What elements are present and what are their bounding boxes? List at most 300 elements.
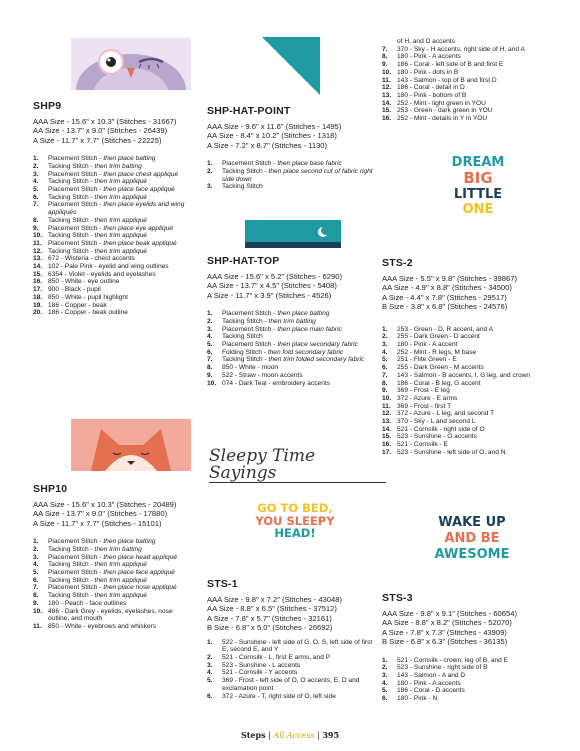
step-number: 10. bbox=[207, 379, 217, 387]
step-label: 180 - Pink - A accents bbox=[397, 53, 461, 61]
step-number: 3. bbox=[382, 672, 388, 680]
step-number: 6. bbox=[207, 692, 213, 700]
step-number: 9. bbox=[33, 224, 39, 232]
step-instruction: then trim appliqué bbox=[94, 576, 147, 584]
step-item bbox=[207, 380, 364, 388]
footer-separator: | bbox=[317, 731, 320, 740]
step-item bbox=[382, 46, 550, 54]
step-item bbox=[207, 349, 364, 357]
step-item bbox=[207, 654, 373, 662]
step-label: Placement Stitch - bbox=[48, 584, 104, 592]
shp10-size: AA Size - 13.7" x 9.0" (Stitches - 17880) bbox=[33, 509, 168, 519]
step-number: 4. bbox=[33, 178, 39, 186]
step-instruction: then trim appliqué bbox=[94, 561, 147, 569]
step-label: Placement Stitch - bbox=[48, 569, 104, 577]
step-text bbox=[48, 302, 191, 310]
step-item bbox=[33, 294, 191, 302]
step-text bbox=[397, 107, 550, 115]
step-item bbox=[33, 592, 191, 600]
step-text bbox=[397, 349, 550, 357]
step-instruction: then trim appliqué bbox=[94, 247, 147, 255]
step-item bbox=[382, 77, 550, 85]
step-text bbox=[48, 592, 191, 600]
step-item bbox=[33, 546, 191, 554]
step-label: 252 - Mint - light green in YOU bbox=[397, 99, 486, 107]
step-number: 10. bbox=[33, 232, 43, 240]
step-item bbox=[382, 107, 550, 115]
step-item bbox=[33, 271, 191, 279]
step-instruction: then place second cut of fabric right side down bbox=[222, 167, 373, 183]
sts3-size: A Size - 7.8" x 7.3" (Stitches - 43909) bbox=[382, 627, 507, 637]
step-label: 523 - Sunshine - right side of B bbox=[397, 664, 488, 672]
step-item bbox=[382, 680, 550, 688]
step-text bbox=[48, 240, 191, 248]
step-label: 252 - Mint - R legs, M base bbox=[397, 348, 477, 356]
step-text bbox=[397, 100, 550, 108]
step-number: 7. bbox=[382, 371, 388, 379]
step-item bbox=[382, 356, 550, 364]
step-number: 2. bbox=[207, 167, 213, 175]
step-label: 143 - Salmon - B accents, I, G leg, and crown bbox=[397, 371, 531, 379]
step-label: 369 - Frost - first T bbox=[397, 402, 452, 410]
step-text bbox=[48, 294, 191, 302]
step-text bbox=[222, 364, 364, 372]
step-instruction: then place chest appliqué bbox=[103, 170, 179, 178]
step-label: 6354 - Violet - eyelids and eyelashes bbox=[48, 270, 156, 278]
step-item bbox=[207, 372, 364, 380]
step-label: of H, and D accents bbox=[397, 38, 455, 45]
page-number: 395 bbox=[322, 730, 340, 740]
step-item bbox=[382, 426, 550, 434]
hat-top-size: A Size - 11.7" x 3.9" (Stitches - 4526) bbox=[207, 290, 332, 300]
step-item bbox=[207, 693, 373, 701]
step-label: 186 - Coral - detail in D bbox=[397, 84, 465, 92]
step-label: 372 - Azure - T, right side of O, left side bbox=[222, 692, 336, 700]
step-text bbox=[397, 418, 550, 426]
step-text bbox=[397, 69, 550, 77]
step-text bbox=[397, 687, 550, 695]
step-item bbox=[207, 356, 364, 364]
step-text bbox=[222, 326, 364, 334]
step-label: 523 - Sunshine - O accents bbox=[397, 433, 477, 441]
step-text bbox=[222, 380, 364, 388]
step-label: 523 - Sunshine - L accents bbox=[222, 661, 301, 669]
step-label: 180 - Pink - A accents bbox=[397, 679, 461, 687]
step-item bbox=[207, 333, 364, 341]
step-number: 2. bbox=[382, 333, 388, 341]
go-to-bed-design bbox=[245, 502, 345, 540]
step-label: 850 - White - moon bbox=[222, 364, 279, 372]
step-number: 10. bbox=[382, 394, 392, 402]
step-text bbox=[222, 669, 373, 677]
sts1-size: A Size - 7.8" x 5.7" (Stitches - 32161) bbox=[207, 613, 332, 623]
step-number: 7. bbox=[207, 356, 213, 364]
step-item bbox=[207, 183, 375, 191]
step-item bbox=[382, 664, 550, 672]
step-text bbox=[222, 160, 375, 168]
step-text bbox=[222, 654, 373, 662]
step-text bbox=[397, 46, 550, 54]
step-label: Tacking Stitch - bbox=[48, 576, 95, 584]
step-item bbox=[207, 341, 364, 349]
step-label: Tacking Stitch - bbox=[222, 356, 269, 364]
step-item bbox=[207, 326, 364, 334]
design-text-line: HEAD! bbox=[274, 526, 316, 540]
step-number: 15. bbox=[33, 270, 43, 278]
step-text bbox=[48, 584, 191, 592]
step-number: 11. bbox=[33, 239, 42, 247]
step-label: 522 - Sunshine - left side of G, O, S, left side of first E, second E, and Y bbox=[222, 638, 373, 654]
step-number: 14. bbox=[382, 99, 392, 107]
sayings-heading bbox=[209, 448, 375, 483]
step-instruction: then trim batting bbox=[94, 162, 142, 170]
step-text bbox=[48, 155, 191, 163]
hat-top-size: AA Size - 13.7" x 4.5" (Stitches - 5408) bbox=[207, 281, 337, 291]
step-instruction: then trim batting bbox=[268, 317, 316, 325]
step-number: 5. bbox=[207, 341, 213, 349]
step-label: 521 - Cornsilk - right side of O bbox=[397, 425, 485, 433]
step-number: 12. bbox=[33, 247, 43, 255]
step-number: 3. bbox=[33, 170, 39, 178]
step-number: 9. bbox=[33, 599, 39, 607]
step-text bbox=[48, 546, 191, 554]
step-label: Placement Stitch - bbox=[222, 341, 278, 349]
step-instruction: then place secondary fabric bbox=[277, 341, 358, 349]
sts3-steps-list bbox=[382, 657, 550, 703]
step-item bbox=[382, 672, 550, 680]
step-number: 3. bbox=[207, 183, 213, 191]
step-item bbox=[33, 538, 191, 546]
step-item bbox=[207, 364, 364, 372]
shp10-size: A Size - 11.7" x 7.7" (Stitches - 15101) bbox=[33, 518, 162, 528]
step-item bbox=[382, 441, 550, 449]
step-number: 5. bbox=[382, 687, 388, 695]
step-label: 521 - Cornsilk - E bbox=[397, 441, 448, 449]
step-label: 255 - Dark Green - D accent bbox=[397, 333, 480, 341]
step-item bbox=[382, 115, 550, 123]
step-label: Tacking Stitch - bbox=[48, 193, 95, 201]
step-item bbox=[33, 263, 191, 271]
step-item bbox=[33, 217, 191, 225]
wake-up-design bbox=[422, 515, 522, 563]
step-label: 850 - White - eye outline bbox=[48, 278, 120, 286]
step-item bbox=[33, 309, 191, 317]
step-text bbox=[397, 672, 550, 680]
step-label: 186 - Copper - beak outline bbox=[48, 309, 128, 317]
step-number: 13. bbox=[33, 255, 43, 263]
step-number: 10. bbox=[33, 607, 43, 615]
step-item bbox=[33, 232, 191, 240]
step-number: 1. bbox=[382, 656, 388, 664]
step-item bbox=[382, 403, 550, 411]
step-label: 369 - Frost - left side of O, O accents, E, D and exclamation point bbox=[222, 677, 360, 692]
step-instruction: then place nose appliqué bbox=[103, 584, 177, 592]
step-number: 19. bbox=[33, 301, 43, 309]
step-text bbox=[48, 186, 191, 194]
step-item bbox=[207, 677, 373, 692]
step-label: Folding Stitch - bbox=[222, 348, 268, 356]
step-item bbox=[33, 194, 191, 202]
step-number: 13. bbox=[382, 91, 392, 99]
step-item bbox=[382, 695, 550, 703]
step-text bbox=[397, 410, 550, 418]
step-number: 16. bbox=[382, 115, 392, 123]
step-label: Tacking Stitch - bbox=[48, 162, 95, 170]
step-label: 253 - Green - dark green in YOU bbox=[397, 107, 493, 115]
hat-point-size: A Size - 7.2" x 8.7" (Stitches - 1130) bbox=[207, 140, 328, 150]
step-text bbox=[222, 183, 375, 191]
step-item bbox=[207, 662, 373, 670]
step-item bbox=[33, 623, 191, 631]
sts3-title: STS-3 bbox=[382, 592, 413, 604]
step-label: Placement Stitch - bbox=[48, 186, 104, 194]
step-text bbox=[48, 171, 191, 179]
step-text bbox=[222, 356, 364, 364]
step-number: 6. bbox=[33, 193, 39, 201]
step-text bbox=[397, 326, 550, 334]
step-label: 370 - Sky - L and second L bbox=[397, 418, 476, 426]
step-text bbox=[222, 310, 364, 318]
design-text-line: ONE bbox=[462, 202, 494, 217]
step-label: 522 - Straw - moon accents bbox=[222, 371, 303, 379]
step-label: 180 - Pink - dots in B bbox=[397, 68, 459, 76]
step-text bbox=[397, 356, 550, 364]
step-label: Placement Stitch - bbox=[48, 239, 104, 247]
step-label: Placement Stitch - bbox=[222, 310, 278, 318]
step-instruction: then place beak appliqué bbox=[103, 239, 177, 247]
step-number: 1. bbox=[207, 638, 213, 646]
step-number: 13. bbox=[382, 418, 392, 426]
step-number: 4. bbox=[207, 333, 213, 341]
step-text bbox=[397, 92, 550, 100]
step-text bbox=[397, 333, 550, 341]
step-item bbox=[33, 569, 191, 577]
design-text-line: YOU SLEEPY bbox=[255, 513, 335, 528]
step-text bbox=[48, 163, 191, 171]
step-instruction: then place face appliqué bbox=[103, 569, 175, 577]
step-number: 1. bbox=[207, 160, 213, 168]
step-label: Tacking Stitch - bbox=[48, 178, 95, 186]
step-instruction: then place batting bbox=[103, 155, 156, 163]
step-item bbox=[382, 333, 550, 341]
step-item bbox=[207, 318, 364, 326]
step-number: 4. bbox=[207, 669, 213, 677]
fox-design-image bbox=[71, 419, 191, 471]
step-item bbox=[33, 255, 191, 263]
step-label: 370 - Sky - H accents, right side of H, and A bbox=[397, 45, 525, 53]
step-item bbox=[33, 278, 191, 286]
step-number: 8. bbox=[33, 592, 39, 600]
step-text bbox=[48, 286, 191, 294]
step-number: 7. bbox=[33, 201, 39, 209]
step-number: 5. bbox=[207, 677, 213, 685]
shp10-steps-list bbox=[33, 538, 191, 630]
step-number: 3. bbox=[207, 325, 213, 333]
step-instruction: then trim appliqué bbox=[94, 216, 147, 224]
step-label: Tacking Stitch - bbox=[48, 592, 95, 600]
sts1-steps-list bbox=[207, 639, 373, 701]
step-label: 900 - Black - pupil bbox=[48, 286, 101, 294]
step-instruction: then trim appliqué bbox=[94, 592, 147, 600]
sts2-size: A Size - 4.4" x 7.8" (Stitches - 29517) bbox=[382, 292, 507, 302]
step-label: 180 - Pink - bottom of B bbox=[397, 91, 467, 99]
step-number: 6. bbox=[33, 576, 39, 584]
step-item bbox=[33, 302, 191, 310]
step-label: 251 - Flite Green - E bbox=[397, 356, 457, 364]
step-label: Tacking Stitch - bbox=[48, 561, 95, 569]
step-number: 6. bbox=[382, 364, 388, 372]
step-item bbox=[382, 53, 550, 61]
step-label: 372 - Azure - E arms bbox=[397, 394, 458, 402]
step-text bbox=[222, 349, 364, 357]
step-instruction: then trim appliqué bbox=[94, 178, 147, 186]
step-label: 255 - Dark Green - M accents bbox=[397, 364, 484, 372]
hat-point-size: AAA Size - 9.6" x 11.6" (Stitches - 1495) bbox=[207, 122, 342, 131]
step-item bbox=[33, 561, 191, 569]
step-label: 186 - Coral - left side of B and first E bbox=[397, 61, 504, 69]
step-text bbox=[48, 577, 191, 585]
step-text bbox=[397, 403, 550, 411]
step-label: 521 - Cornsilk - L, first E arms, and P bbox=[222, 654, 331, 662]
step-number: 2. bbox=[207, 317, 213, 325]
design-text-line: DREAM bbox=[451, 155, 505, 170]
sts3-size: B Size - 6.8" x 6.3" (Stitches - 36135) bbox=[382, 637, 508, 647]
step-item bbox=[382, 92, 550, 100]
step-text bbox=[48, 561, 191, 569]
step-number: 9. bbox=[207, 371, 213, 379]
step-text bbox=[48, 278, 191, 286]
step-item bbox=[33, 186, 191, 194]
sts1-size: AAA Size - 9.8" x 7.2" (Stitches - 43048) bbox=[207, 595, 342, 604]
step-item bbox=[33, 600, 191, 608]
step-text bbox=[222, 168, 375, 183]
step-number: 9. bbox=[382, 387, 388, 395]
step-text bbox=[397, 84, 550, 92]
step-label: Placement Stitch - bbox=[48, 201, 104, 209]
step-item bbox=[207, 639, 373, 654]
step-label: Tacking Stitch - bbox=[222, 317, 269, 325]
step-instruction: then place eyelids and wing appliqués bbox=[48, 201, 185, 217]
design-text-line: LITTLE bbox=[453, 187, 503, 202]
shp10-size: AAA Size - 15.6" x 10.3" (Stitches - 20489) bbox=[33, 500, 177, 509]
step-instruction: then place base fabric bbox=[277, 160, 342, 168]
step-item bbox=[382, 387, 550, 395]
step-instruction: then place main fabric bbox=[277, 325, 342, 333]
step-label: 180 - Peach - face outlines bbox=[48, 599, 127, 607]
step-number: 18. bbox=[33, 293, 43, 301]
sts2-title: STS-2 bbox=[382, 257, 413, 269]
step-label: 850 - White - eyebrows and whiskers bbox=[48, 622, 157, 630]
step-number: 16. bbox=[382, 441, 392, 449]
step-text bbox=[48, 248, 191, 256]
step-text bbox=[48, 217, 191, 225]
step-item bbox=[207, 160, 375, 168]
step-number: 2. bbox=[33, 545, 39, 553]
step-label: 521 - Cornsilk - Y accents bbox=[222, 669, 298, 677]
step-item bbox=[207, 168, 375, 183]
step-label: Placement Stitch - bbox=[222, 160, 278, 168]
step-text bbox=[397, 395, 550, 403]
step-item bbox=[382, 449, 550, 457]
step-text bbox=[397, 61, 550, 69]
step-label: 672 - Wisteria - chest accents bbox=[48, 255, 135, 263]
step-label: Tacking Stitch - bbox=[48, 232, 95, 240]
step-item bbox=[33, 577, 191, 585]
step-text bbox=[48, 600, 191, 608]
step-number: 7. bbox=[33, 584, 39, 592]
step-number: 15. bbox=[382, 107, 392, 115]
shp9-steps-list bbox=[33, 155, 191, 317]
step-text bbox=[397, 387, 550, 395]
step-number: 4. bbox=[33, 561, 39, 569]
step-label: 186 - Coral - D accents bbox=[397, 687, 465, 695]
step-text bbox=[222, 333, 364, 341]
sts1-size: AA Size - 8.8" x 6.5" (Stitches - 37512) bbox=[207, 604, 337, 614]
sts2-size: B Size - 3.8" x 6.8" (Stitches - 24576) bbox=[382, 302, 508, 312]
step-text bbox=[48, 623, 191, 631]
step-number: 2. bbox=[382, 664, 388, 672]
step-label: 372 - Azure - L leg, and second T bbox=[397, 410, 495, 418]
step-number: 6. bbox=[207, 348, 213, 356]
footer-section: All Access bbox=[273, 731, 315, 740]
step-number: 20. bbox=[33, 309, 43, 317]
step-label: 143 - Salmon - A and D bbox=[397, 672, 466, 680]
shp10-title: SHP10 bbox=[33, 483, 68, 495]
step-number: 7. bbox=[382, 45, 388, 53]
step-number: 12. bbox=[382, 410, 392, 418]
step-item bbox=[382, 395, 550, 403]
step-text bbox=[397, 449, 550, 457]
step-number: 10. bbox=[382, 68, 392, 76]
step-item bbox=[382, 433, 550, 441]
step-label: 523 - Sunshine - left side of O, and N bbox=[397, 448, 506, 456]
step-number: 2. bbox=[207, 654, 213, 662]
step-item bbox=[382, 84, 550, 92]
sts1-size: B Size - 6.8" x 5.0" (Stitches - 26692) bbox=[207, 623, 333, 633]
sayings-heading-line: Sayings bbox=[209, 465, 386, 483]
footer-brand: Steps bbox=[240, 730, 266, 740]
step-text bbox=[397, 115, 550, 123]
hat-top-title: SHP-HAT-TOP bbox=[207, 255, 280, 267]
step-number: 1. bbox=[33, 538, 39, 546]
step-label: Placement Stitch - bbox=[48, 170, 104, 178]
step-label: 486 - Dark Grey - eyelids, eyelashes, nose outline, and mouth bbox=[48, 607, 173, 623]
step-item bbox=[33, 584, 191, 592]
shp9-size: AAA Size - 15.6" x 10.3" (Stitches - 31667) bbox=[33, 117, 177, 126]
step-label: Placement Stitch - bbox=[48, 155, 104, 163]
step-label: Placement Stitch - bbox=[48, 538, 104, 546]
step-text bbox=[48, 255, 191, 263]
step-number: 17. bbox=[382, 448, 392, 456]
step-label: Tacking Stitch - bbox=[48, 545, 95, 553]
step-text bbox=[48, 608, 191, 623]
step-number: 1. bbox=[207, 310, 213, 318]
step-text bbox=[222, 639, 373, 654]
hat-point-size: AA Size - 8.4" x 10.2" (Stitches - 1318) bbox=[207, 131, 337, 141]
step-item bbox=[382, 326, 550, 334]
step-text bbox=[222, 677, 373, 692]
step-item bbox=[382, 418, 550, 426]
step-label: Tacking Stitch bbox=[222, 183, 263, 191]
step-number: 11. bbox=[33, 622, 42, 630]
step-label: 180 - Pink - N bbox=[397, 695, 438, 703]
step-label: 143 - Salmon - top of B and first D bbox=[397, 76, 497, 84]
sts3-size: AAA Size - 9.8" x 9.1" (Stitches - 60654) bbox=[382, 609, 517, 618]
step-text bbox=[222, 662, 373, 670]
step-text bbox=[48, 538, 191, 546]
step-item bbox=[382, 341, 550, 349]
step-text bbox=[397, 341, 550, 349]
